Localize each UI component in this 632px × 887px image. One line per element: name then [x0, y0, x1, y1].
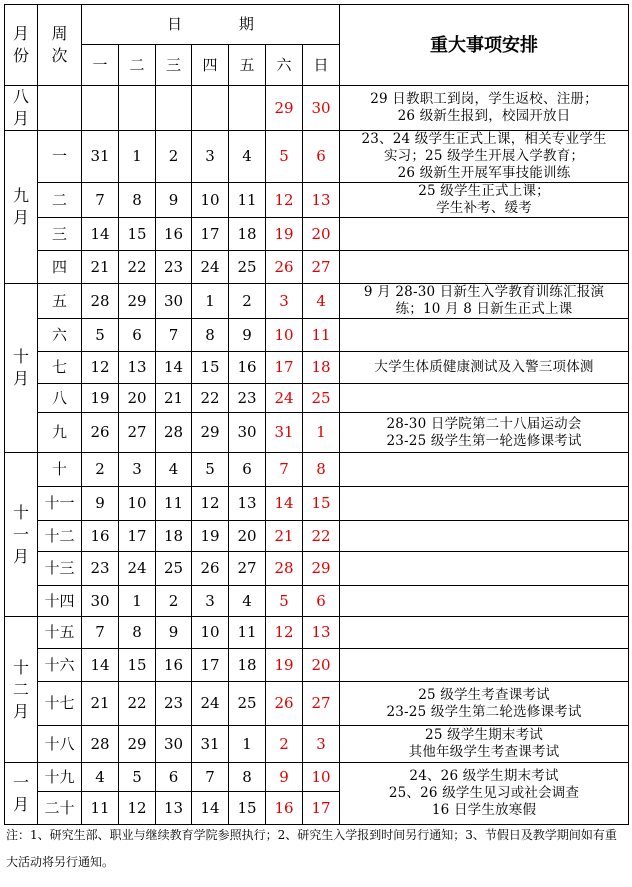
event-cell: [340, 453, 629, 487]
event-line: 28-30 日学院第二十八届运动会: [386, 415, 582, 432]
day-cell: 10: [303, 763, 340, 792]
day-cell: 20: [119, 384, 156, 413]
event-line: 9 月 28-30 日新生入学教育训练汇报演: [363, 284, 605, 300]
event-cell: [340, 131, 629, 183]
day-cell: 10: [192, 617, 229, 649]
event-cell: [340, 284, 629, 319]
week-row: [5, 726, 629, 763]
week-number-cell: 三: [38, 218, 82, 251]
event-line: 练；10 月 8 日新生正式上课: [395, 301, 573, 317]
day-cell: 8: [303, 453, 340, 487]
week-row: [5, 86, 629, 131]
weekday-header: 一: [82, 45, 119, 86]
school-calendar-table: [4, 4, 629, 825]
event-cell: [340, 218, 629, 251]
day-cell: 16: [156, 218, 192, 251]
day-cell: 13: [119, 352, 156, 384]
week-row: [5, 251, 629, 284]
day-cell: 14: [192, 792, 229, 825]
month-name-char: 月: [12, 794, 29, 814]
weekday-header: 五: [229, 45, 266, 86]
day-cell: 22: [303, 521, 340, 552]
day-cell: 24: [192, 682, 229, 726]
day-cell: 8: [192, 319, 229, 352]
week-number-cell: 十六: [38, 649, 82, 682]
day-cell: [119, 86, 156, 131]
event-cell: [340, 617, 629, 649]
day-cell: [156, 86, 192, 131]
day-cell: 6: [303, 586, 340, 617]
week-number-cell: 十七: [38, 682, 82, 726]
day-cell: 1: [229, 726, 266, 763]
day-cell: 30: [303, 86, 340, 131]
month-name-char: 九: [12, 186, 29, 205]
day-cell: 1: [119, 586, 156, 617]
day-cell: 18: [229, 218, 266, 251]
day-cell: 9: [156, 617, 192, 649]
day-cell: 23: [156, 682, 192, 726]
day-cell: 3: [192, 131, 229, 183]
day-cell: 3: [119, 453, 156, 487]
month-cell: [5, 86, 38, 131]
day-cell: 28: [82, 284, 119, 319]
day-cell: 27: [119, 413, 156, 453]
day-cell: 8: [119, 183, 156, 218]
month-name-char: 月: [12, 109, 29, 128]
month-name-char: 月: [12, 208, 29, 227]
day-cell: 15: [119, 218, 156, 251]
day-cell: 17: [266, 352, 303, 384]
day-cell: 18: [156, 521, 192, 552]
weekday-header: 三: [156, 45, 192, 86]
month-name-char: 十: [12, 502, 29, 522]
day-cell: 25: [303, 384, 340, 413]
day-cell: 15: [303, 487, 340, 521]
week-number-cell: 一: [38, 131, 82, 183]
day-cell: [82, 86, 119, 131]
day-cell: 6: [119, 319, 156, 352]
day-cell: 7: [82, 183, 119, 218]
day-cell: 9: [156, 183, 192, 218]
day-cell: 10: [119, 487, 156, 521]
day-cell: 13: [229, 487, 266, 521]
week-number-cell: 十五: [38, 617, 82, 649]
day-cell: 2: [266, 726, 303, 763]
day-cell: 1: [192, 284, 229, 319]
day-cell: 15: [229, 792, 266, 825]
day-cell: 21: [82, 251, 119, 284]
event-line: 25、26 级学生见习或社会调查: [388, 785, 580, 801]
day-cell: 18: [303, 352, 340, 384]
day-cell: 26: [266, 251, 303, 284]
week-row: [5, 649, 629, 682]
week-number-cell: 五: [38, 284, 82, 319]
month-name-char: 月: [12, 546, 29, 566]
weekday-header: 日: [303, 45, 340, 86]
event-cell: [340, 251, 629, 284]
day-cell: 20: [229, 521, 266, 552]
day-cell: 30: [156, 284, 192, 319]
day-cell: 12: [192, 487, 229, 521]
day-cell: 20: [303, 649, 340, 682]
week-row: [5, 521, 629, 552]
day-cell: 6: [156, 763, 192, 792]
month-name-char: 十: [12, 347, 29, 366]
event-cell: [340, 86, 629, 131]
month-name-char: 月: [12, 369, 29, 388]
month-cell: [5, 763, 38, 825]
day-cell: 31: [82, 131, 119, 183]
date-header-char: 日: [167, 15, 183, 33]
day-cell: 6: [303, 131, 340, 183]
day-cell: 27: [303, 251, 340, 284]
day-cell: 28: [82, 726, 119, 763]
day-cell: 10: [266, 319, 303, 352]
weekday-header: 四: [192, 45, 229, 86]
week-number-cell: 九: [38, 413, 82, 453]
day-cell: 11: [229, 183, 266, 218]
day-cell: 7: [156, 319, 192, 352]
week-row: [5, 284, 629, 319]
event-cell: [340, 552, 629, 586]
event-line: 大学生体质健康测试及入警三项体测: [374, 359, 594, 375]
day-cell: 21: [156, 384, 192, 413]
week-row: [5, 487, 629, 521]
day-cell: 4: [82, 763, 119, 792]
week-number-cell: 八: [38, 384, 82, 413]
day-cell: 22: [119, 682, 156, 726]
month-name-char: 八: [12, 87, 29, 106]
week-row: [5, 413, 629, 453]
event-line: 23-25 级学生第二轮选修课考试: [386, 703, 582, 720]
week-number-cell: 四: [38, 251, 82, 284]
day-cell: 2: [229, 284, 266, 319]
day-cell: 29: [303, 552, 340, 586]
event-line: 23-25 级学生第一轮选修课考试: [386, 432, 582, 449]
week-row: [5, 352, 629, 384]
day-cell: 13: [303, 617, 340, 649]
day-cell: 8: [119, 617, 156, 649]
weekday-header: 二: [119, 45, 156, 86]
day-cell: 23: [156, 251, 192, 284]
day-cell: 26: [192, 552, 229, 586]
event-line: 实习；25 级学生开展入学教育；: [383, 148, 585, 164]
day-cell: 22: [192, 384, 229, 413]
day-cell: 18: [229, 649, 266, 682]
day-cell: 3: [192, 586, 229, 617]
event-cell: [340, 649, 629, 682]
event-cell: [340, 319, 629, 352]
month-name-char: 二: [12, 679, 29, 699]
day-cell: 2: [156, 131, 192, 183]
week-number-cell: [38, 86, 82, 131]
week-row: [5, 319, 629, 352]
day-cell: 23: [229, 384, 266, 413]
day-cell: [229, 86, 266, 131]
week-row: [5, 682, 629, 726]
event-cell: [340, 521, 629, 552]
event-line: 24、26 级学生期末考试: [409, 768, 559, 784]
day-cell: 25: [229, 251, 266, 284]
day-cell: 26: [82, 413, 119, 453]
week-row: [5, 453, 629, 487]
day-cell: 10: [192, 183, 229, 218]
month-name-char: 十: [12, 657, 29, 677]
week-number-cell: 十一: [38, 487, 82, 521]
event-line: 29 日教职工到岗，学生返校、注册；: [370, 91, 598, 107]
event-line: 16 日学生放寒假: [431, 802, 537, 818]
day-cell: 25: [229, 682, 266, 726]
week-number-cell: 十八: [38, 726, 82, 763]
month-name-char: 一: [12, 524, 29, 544]
day-cell: 19: [266, 649, 303, 682]
footnote: 注：1、研究生部、职业与继续教育学院参照执行；2、研究生入学报到时间另行通知；3、节假日及教学期间如有重大活动将另行通知。: [6, 828, 617, 869]
day-cell: 3: [266, 284, 303, 319]
month-cell: [5, 617, 38, 763]
month-header-char: 份: [12, 46, 29, 65]
week-row: [5, 183, 629, 218]
date-header-char: 期: [238, 15, 254, 33]
week-row: [5, 384, 629, 413]
day-cell: 31: [266, 413, 303, 453]
day-cell: 8: [229, 763, 266, 792]
event-cell: [340, 763, 629, 825]
day-cell: 21: [266, 521, 303, 552]
day-cell: 19: [192, 521, 229, 552]
week-row: [5, 552, 629, 586]
day-cell: 29: [266, 86, 303, 131]
day-cell: 2: [156, 586, 192, 617]
header-row-top: [5, 5, 629, 45]
week-number-cell: 十四: [38, 586, 82, 617]
month-column-header: [5, 5, 38, 86]
week-column-header: [38, 5, 82, 86]
event-line: 其他年级学生考查课考试: [408, 744, 560, 760]
event-line: 25 级学生考查课考试: [418, 686, 550, 703]
day-cell: 17: [192, 649, 229, 682]
week-row: [5, 131, 629, 183]
week-number-cell: 十九: [38, 763, 82, 792]
day-cell: 30: [156, 726, 192, 763]
day-cell: 25: [156, 552, 192, 586]
event-cell: [340, 352, 629, 384]
week-row: [5, 763, 629, 792]
day-cell: 5: [82, 319, 119, 352]
day-cell: 12: [266, 617, 303, 649]
day-cell: 29: [119, 284, 156, 319]
week-number-cell: 十: [38, 453, 82, 487]
day-cell: 11: [82, 792, 119, 825]
event-cell: [340, 726, 629, 763]
weekday-header: 六: [266, 45, 303, 86]
day-cell: 22: [119, 251, 156, 284]
day-cell: 26: [266, 682, 303, 726]
week-number-cell: 七: [38, 352, 82, 384]
day-cell: 19: [82, 384, 119, 413]
day-cell: 20: [303, 218, 340, 251]
week-row: [5, 218, 629, 251]
day-cell: 30: [82, 586, 119, 617]
week-number-cell: 二: [38, 183, 82, 218]
day-cell: 7: [82, 617, 119, 649]
month-cell: [5, 453, 38, 617]
week-number-cell: 十三: [38, 552, 82, 586]
day-cell: 24: [192, 251, 229, 284]
event-cell: [340, 183, 629, 218]
day-cell: 9: [229, 319, 266, 352]
event-line: 25 级学生期末考试: [425, 727, 544, 743]
event-line: 26 级新生报到，校园开放日: [397, 108, 571, 124]
day-cell: 5: [192, 453, 229, 487]
day-cell: 27: [303, 682, 340, 726]
week-row: [5, 617, 629, 649]
day-cell: 17: [192, 218, 229, 251]
day-cell: 7: [192, 763, 229, 792]
day-cell: 12: [119, 792, 156, 825]
calendar-body: [5, 5, 629, 825]
event-cell: [340, 487, 629, 521]
day-cell: 11: [156, 487, 192, 521]
week-number-cell: 六: [38, 319, 82, 352]
day-cell: 17: [303, 792, 340, 825]
day-cell: 31: [192, 726, 229, 763]
day-cell: 5: [266, 131, 303, 183]
day-cell: 14: [266, 487, 303, 521]
day-cell: 3: [303, 726, 340, 763]
day-cell: 16: [266, 792, 303, 825]
day-cell: 16: [156, 649, 192, 682]
day-cell: 24: [266, 384, 303, 413]
day-cell: 16: [229, 352, 266, 384]
month-cell: [5, 284, 38, 453]
month-name-char: 月: [12, 701, 29, 721]
day-cell: 13: [303, 183, 340, 218]
day-cell: [192, 86, 229, 131]
day-cell: 24: [119, 552, 156, 586]
day-cell: 23: [82, 552, 119, 586]
week-number-cell: 二十: [38, 792, 82, 825]
day-cell: 5: [266, 586, 303, 617]
day-cell: 29: [192, 413, 229, 453]
day-cell: 14: [82, 649, 119, 682]
day-cell: 12: [82, 352, 119, 384]
month-name-char: 一: [12, 772, 29, 792]
day-cell: 11: [229, 617, 266, 649]
week-header-char: 周: [51, 24, 68, 43]
day-cell: 15: [119, 649, 156, 682]
day-cell: 11: [303, 319, 340, 352]
day-cell: 28: [266, 552, 303, 586]
day-cell: 9: [82, 487, 119, 521]
event-cell: [340, 413, 629, 453]
day-cell: 1: [119, 131, 156, 183]
day-cell: 4: [156, 453, 192, 487]
event-cell: [340, 384, 629, 413]
day-cell: 4: [303, 284, 340, 319]
day-cell: 30: [229, 413, 266, 453]
day-cell: 13: [156, 792, 192, 825]
day-cell: 6: [229, 453, 266, 487]
day-cell: 5: [119, 763, 156, 792]
day-cell: 21: [82, 682, 119, 726]
day-cell: 14: [156, 352, 192, 384]
event-line: 26 级新生开展军事技能训练: [397, 165, 571, 181]
event-cell: [340, 586, 629, 617]
day-cell: 7: [266, 453, 303, 487]
date-column-header: [82, 5, 340, 45]
day-cell: 28: [156, 413, 192, 453]
day-cell: 4: [229, 131, 266, 183]
week-row: [5, 586, 629, 617]
day-cell: 9: [266, 763, 303, 792]
day-cell: 27: [229, 552, 266, 586]
events-column-header: 重大事项安排: [340, 5, 629, 86]
event-line: 25 级学生正式上课；: [418, 183, 550, 199]
event-line: 学生补考、缓考: [436, 200, 532, 216]
day-cell: 1: [303, 413, 340, 453]
event-line: 23、24 级学生正式上课，相关专业学生: [361, 131, 607, 147]
day-cell: 15: [192, 352, 229, 384]
month-cell: [5, 131, 38, 284]
week-header-char: 次: [51, 46, 68, 65]
month-header-char: 月: [12, 24, 29, 43]
event-cell: [340, 682, 629, 726]
day-cell: 2: [82, 453, 119, 487]
day-cell: 17: [119, 521, 156, 552]
day-cell: 4: [229, 586, 266, 617]
week-number-cell: 十二: [38, 521, 82, 552]
day-cell: 14: [82, 218, 119, 251]
day-cell: 29: [119, 726, 156, 763]
day-cell: 16: [82, 521, 119, 552]
day-cell: 19: [266, 218, 303, 251]
day-cell: 12: [266, 183, 303, 218]
